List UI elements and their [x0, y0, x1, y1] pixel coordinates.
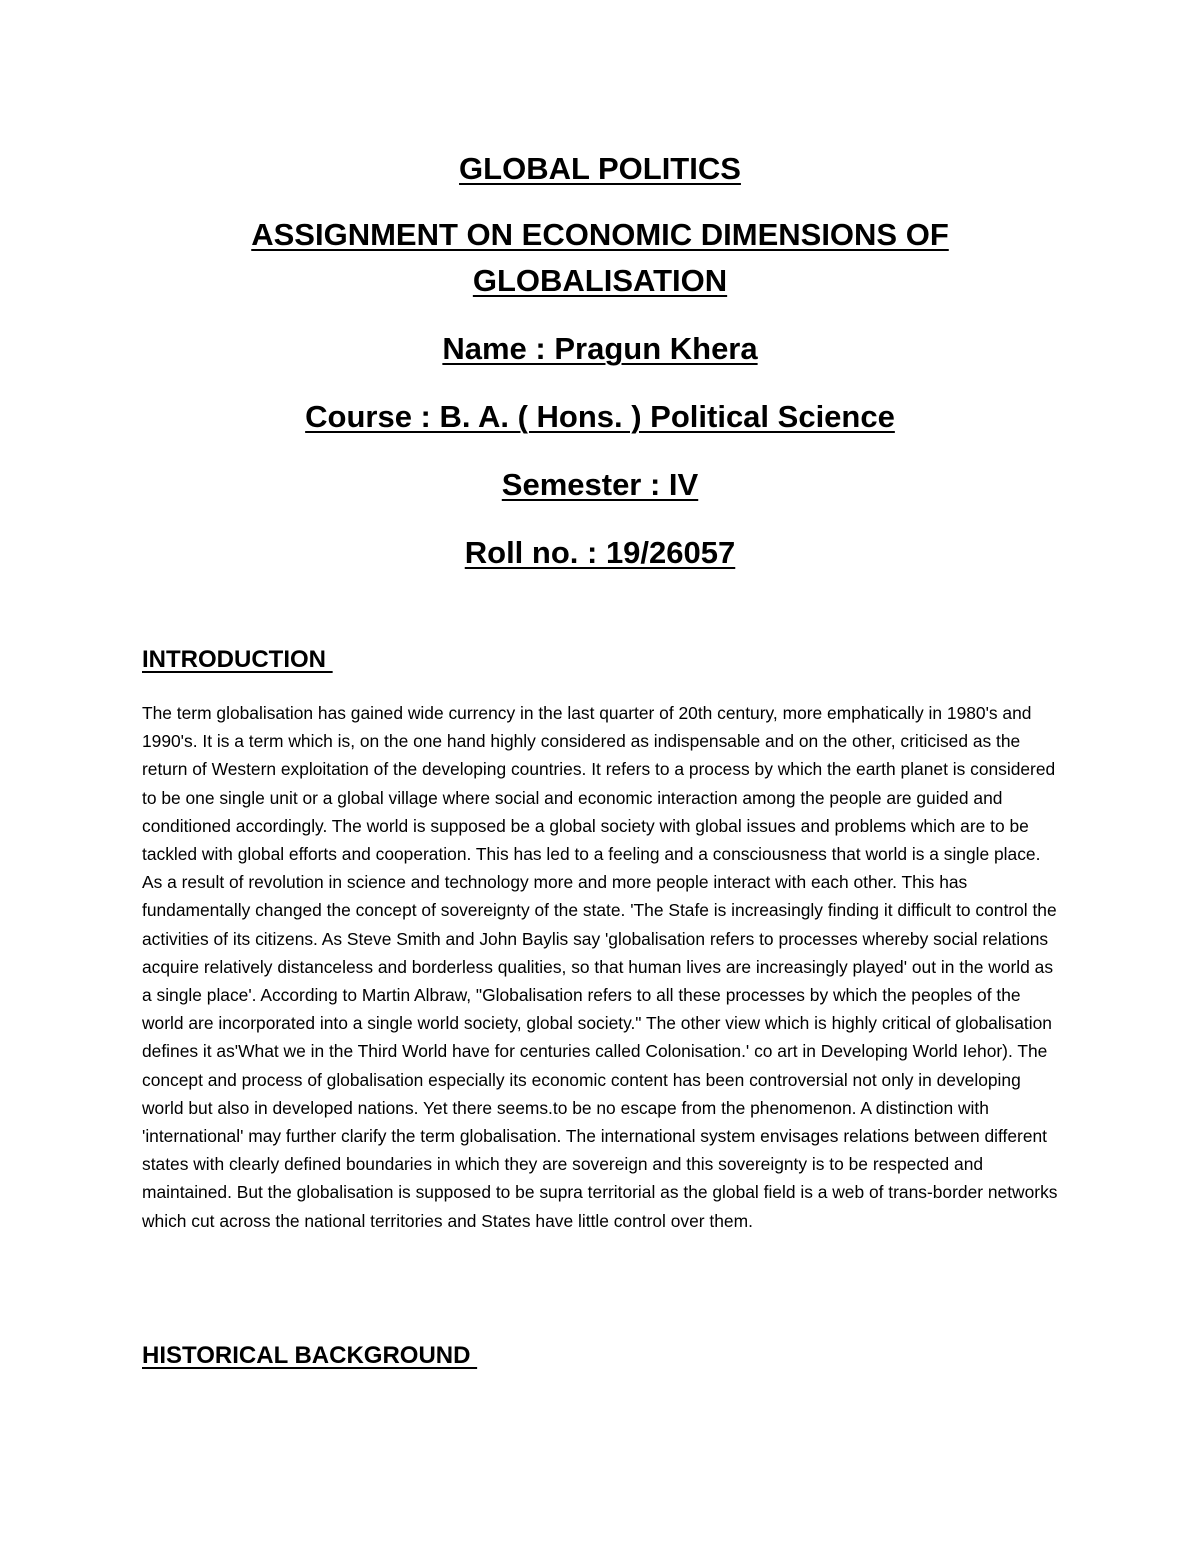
roll-number: Roll no. : 19/26057: [464, 535, 736, 570]
assignment-title-line-2: GLOBALISATION: [472, 263, 728, 298]
title-block: [150, 146, 1050, 576]
student-name: Name : Pragun Khera: [442, 331, 758, 366]
introduction-paragraph: The term globalisation has gained wide currency in the last quarter of 20th century, more emphatically in 1980's and 1990's. It is a term which is, on the one hand highly considered as indispensable and on the other, criticised as the return of Western exploitation of the developing countries. It refers to a process by which the earth planet is considered to be one single unit or a global village where social and economic interaction among the people are guided and conditioned accordingly. The world is supposed be a global society with global issues and problems which are to be tackled with global efforts and cooperation. This has led to a feeling and a consciousness that world is a single place. As a result of revolution in science and technology more and more people interact with each other. This has fundamentally changed the concept of sovereignty of the state. 'The Stafe is increasingly finding it difficult to control the activities of its citizens. As Steve Smith and John Baylis say 'globalisation refers to processes whereby social relations acquire relatively distanceless and borderless qualities, so that human lives are increasingly played' out in the world as a single place'. According to Martin Albraw, "Globalisation refers to all these processes by which the peoples of the world are incorporated into a single world society, global society." The other view which is highly critical of globalisation defines it as'What we in the Third World have for centuries called Colonisation.' co art in Developing World Iehor). The concept and process of globalisation especially its economic content has been controversial not only in developing world but also in developed nations. Yet there seems.to be no escape from the phenomenon. A distinction with 'international' may further clarify the term globalisation. The international system envisages relations between different states with clearly defined boundaries in which they are sovereign and this sovereignty is to be respected and maintained. But the globalisation is supposed to be supra territorial as the global field is a web of trans-border networks which cut across the national territories and States have little control over them.: [142, 703, 1058, 1231]
introduction-heading: INTRODUCTION: [142, 646, 333, 673]
assignment-title-line-1: ASSIGNMENT ON ECONOMIC DIMENSIONS OF: [251, 217, 949, 252]
course-title: GLOBAL POLITICS: [459, 151, 741, 186]
historical-background-heading: HISTORICAL BACKGROUND: [142, 1342, 478, 1369]
semester: Semester : IV: [501, 467, 699, 502]
course-name: Course : B. A. ( Hons. ) Political Science: [305, 399, 895, 434]
